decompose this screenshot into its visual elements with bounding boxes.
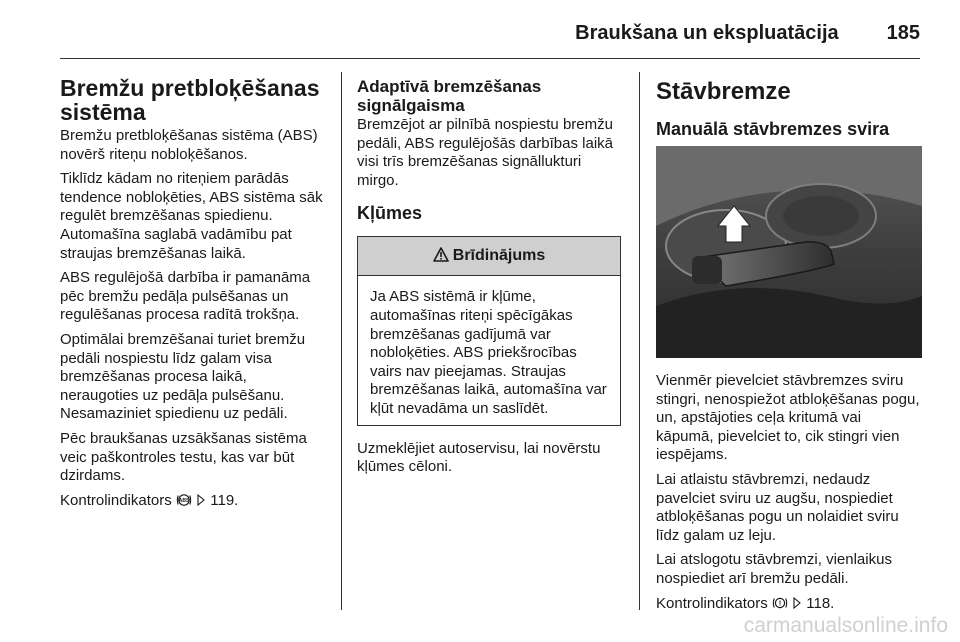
paragraph: Pēc braukšanas uzsākšanas sistēma veic paškontroles testu, kas var būt dzirdams. (60, 429, 307, 485)
warning-header (358, 237, 620, 276)
page-header (60, 18, 920, 48)
indicator-line (60, 492, 326, 511)
paragraph: Lai atlaistu stāvbremzi, nedaudz pavelciet sviru uz augšu, nospiediet atbloķēšanas pogu un nolaidiet sviru līdz galam uz leju. (656, 470, 899, 544)
column-brake-light (357, 72, 621, 483)
paragraph: Vienmēr pievelciet stāvbremzes sviru stingri, nenospiežot atbloķēšanas pogu, un, apstājoties ceļa kritumā vai kāpumā, pievelciet to, cik stingri vien iespējams. (656, 372, 920, 464)
svg-text:ABS: ABS (178, 497, 190, 504)
indicator-page-ref[interactable]: 118. (806, 594, 835, 612)
column-abs (60, 72, 326, 516)
paragraph: Bremzējot ar pilnībā nospiestu bremžu pedāli, ABS regulējošās darbības laikā visi trīs bremzēšanas signāllukturi mirgo. (357, 116, 613, 189)
paragraph: Optimālai bremzēšanai turiet bremžu pedāli nospiestu līdz galam visa bremzēšanas procesa laikā, neraugoties uz pedāļa pulsēšanu. Nesamaziniet spiedienu uz pedāli. (60, 330, 306, 423)
brake-light-heading: Adaptīvā bremzēšanas signālgaisma (357, 77, 542, 115)
page-number: 185 (886, 21, 920, 44)
indicator-label: Kontrolindikators (656, 594, 768, 612)
manual-lever-heading: Manuālā stāvbremzes svira (656, 119, 890, 139)
parking-brake-icon (772, 595, 788, 614)
paragraph: Lai atslogotu stāvbremzi, vienlaikus nospiediet arī bremžu pedāli. (656, 551, 892, 587)
watermark: carmanualsonline.info (743, 614, 948, 637)
column-parking-brake (656, 72, 922, 619)
column-divider (639, 72, 640, 610)
paragraph: Tiklīdz kādam no riteņiem parādās tendence nobloķēties, ABS sistēma sāk regulēt bremzēšanas spiedienu. Automašīna saglabā vadāmību pat straujas bremzēšanas laikā. (60, 170, 323, 262)
paragraph: ABS regulējošā darbība ir pamanāma pēc bremžu pedāļa pulsēšanas un regulēšanas procesa radītā trokšņa. (60, 269, 311, 324)
indicator-page-ref[interactable]: 119. (210, 491, 239, 509)
paragraph: Bremžu pretbloķēšanas sistēma (ABS) novērš riteņu nobloķēšanos. (60, 127, 318, 163)
warning-title: Brīdinājums (452, 247, 546, 265)
warning-body (358, 276, 620, 424)
parking-brake-heading: Stāvbremze (656, 78, 791, 105)
warning-box (357, 236, 621, 425)
abs-warning-icon (176, 492, 192, 511)
column-divider (341, 72, 342, 610)
indicator-line (656, 595, 922, 614)
reference-arrow-icon (196, 492, 206, 511)
header-divider (60, 58, 920, 59)
paragraph: Uzmeklējiet autoservisu, lai novērstu kļūmes cēloni. (357, 439, 601, 476)
indicator-label: Kontrolindikators (60, 491, 172, 509)
reference-arrow-icon (792, 595, 802, 614)
abs-heading: Bremžu pretbloķēšanas sistēma (60, 75, 320, 125)
parking-brake-lever-photo (656, 146, 922, 358)
svg-text:!: ! (778, 600, 782, 608)
section-title: Braukšana un ekspluatācija (575, 21, 839, 44)
warning-triangle-icon (433, 247, 449, 265)
faults-heading: Kļūmes (357, 203, 423, 224)
warning-text: Ja ABS sistēmā ir kļūme, automašīnas riteņi spēcīgākas bremzēšanas gadījumā var nobloķēties. ABS priekšrocības vairs nav pieejamas. Straujas bremzēšanas laikā, automašīna var kļūt nevadāma un saslīdēt. (370, 288, 607, 417)
